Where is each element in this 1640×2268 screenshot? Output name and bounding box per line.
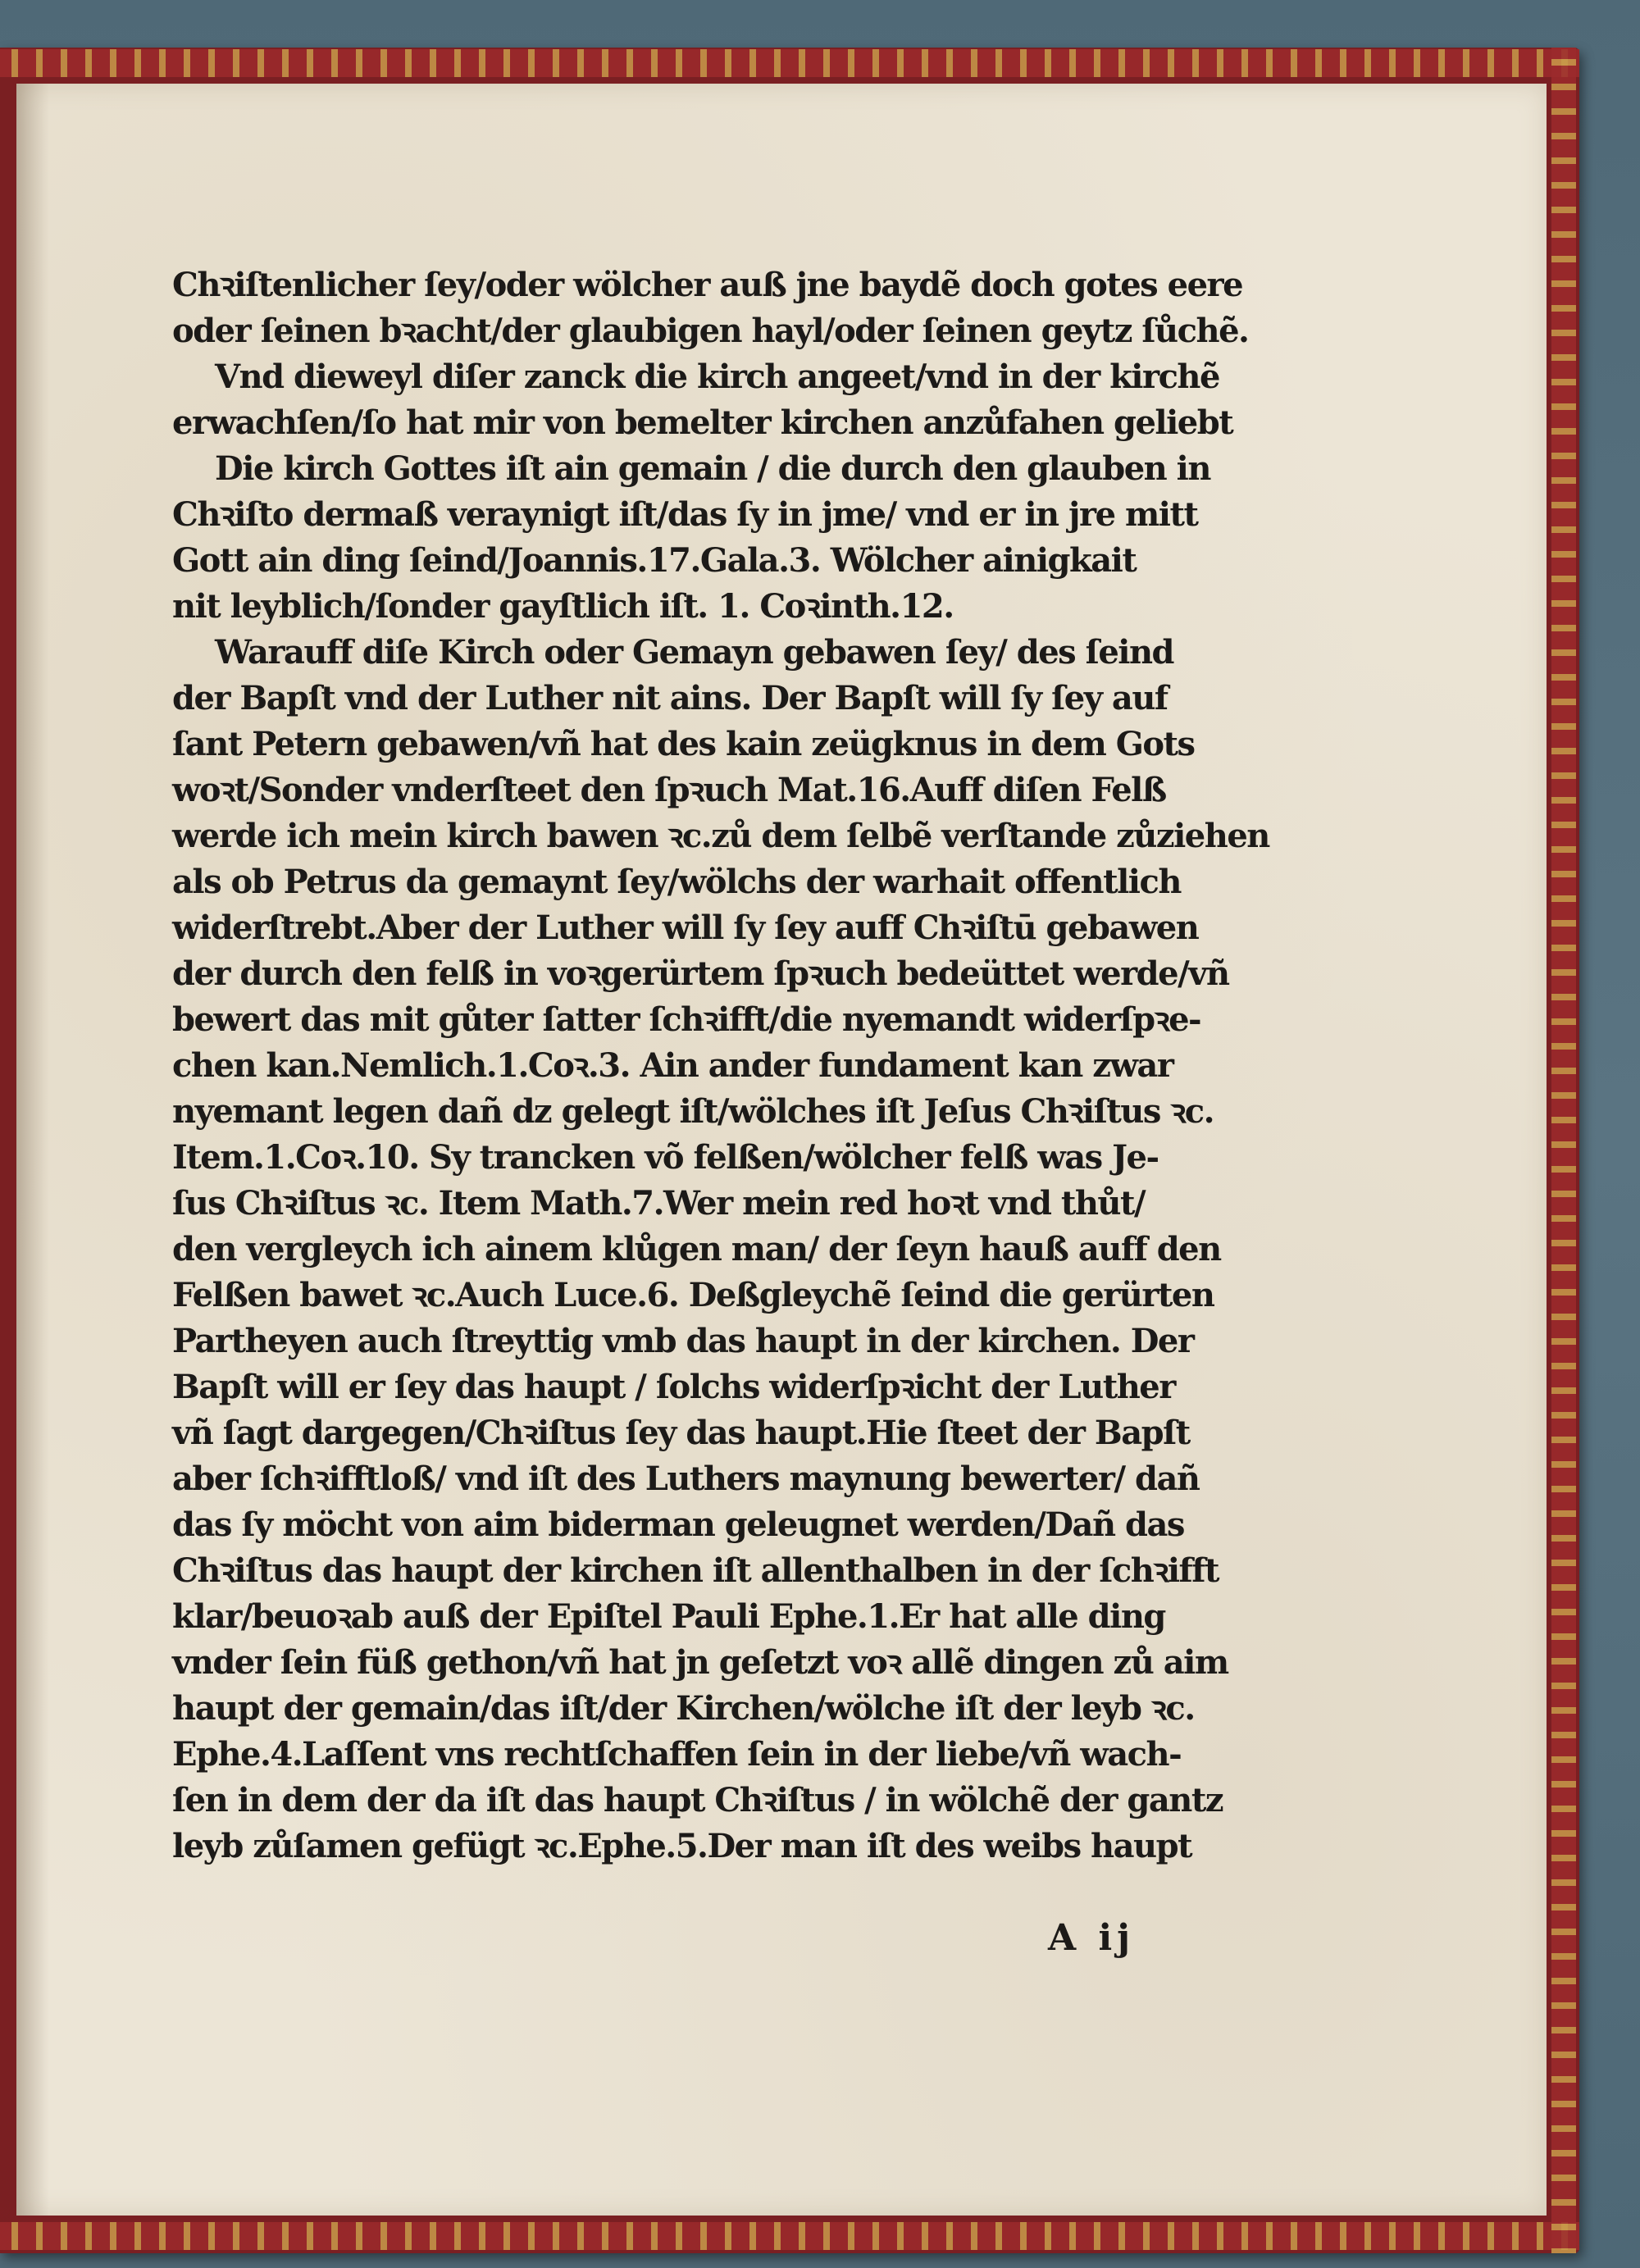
text-line: woꝛt/Sonder vnderſteet den ſpꝛuch Mat.16.Auff diſen Felß: [172, 771, 1166, 809]
book-binding: [0, 48, 1579, 2253]
text-line: Vnd dieweyl diſer zanck die kirch angeet/vnd in der kirchẽ: [215, 358, 1219, 396]
gilt-edge-right: [1551, 48, 1576, 2253]
text-line: als ob Petrus da gemaynt ſey/wölchs der warhait offentlich: [172, 863, 1181, 901]
text-line: Bapſt will er ſey das haupt / ſolchs widerſpꝛicht der Luther: [172, 1368, 1175, 1406]
text-line: Warauff diſe Kirch oder Gemayn gebawen ſey/ des ſeind: [215, 633, 1174, 672]
text-line: Gott ain ding ſeind/Joannis.17.Gala.3. Wölcher ainigkait: [172, 541, 1137, 580]
text-line: aber ſchꝛifftloß/ vnd iſt des Luthers maynung bewerter/ dañ: [172, 1460, 1200, 1498]
text-line: Felßen bawet ꝛc.Auch Luce.6. Deßgleychẽ ſeind die gerürten: [172, 1276, 1214, 1314]
text-line: Chꝛiſtenlicher ſey/oder wölcher auß jne baydẽ doch gotes eere: [172, 266, 1243, 304]
signature-mark: A ij: [1048, 1917, 1136, 1959]
text-line: der Bapſt vnd der Luther nit ains. Der Bapſt will ſy ſey auf: [172, 679, 1168, 717]
text-line: Chꝛiſto dermaß veraynigt iſt/das ſy in jme/ vnd er in jre mitt: [172, 495, 1198, 534]
text-line: Chꝛiſtus das haupt der kirchen iſt allenthalben in der ſchꝛifft: [172, 1551, 1219, 1590]
text-line: vñ ſagt dargegen/Chꝛiſtus ſey das haupt.Hie ſteet der Bapſt: [172, 1414, 1190, 1452]
text-line: das ſy möcht von aim biderman geleugnet werden/Dañ das: [172, 1505, 1184, 1544]
text-line: erwachſen/ſo hat mir von bemelter kirchen anzůfahen geliebt: [172, 403, 1233, 442]
text-line: chen kan.Nemlich.1.Coꝛ.3. Ain ander fundament kan zwar: [172, 1046, 1173, 1085]
text-line: Ephe.4.Laſſent vns rechtſchaffen ſein in der liebe/vñ wach-: [172, 1735, 1182, 1774]
text-line: der durch den felß in voꝛgerürtem ſpꝛuch bedeüttet werde/vñ: [172, 954, 1229, 993]
text-line: ſant Petern gebawen/vñ hat des kain zeügknus in dem Gots: [172, 725, 1195, 763]
gilt-edge-bottom: [0, 2222, 1579, 2250]
text-line: leyb zůſamen gefügt ꝛc.Ephe.5.Der man iſt des weibs haupt: [172, 1827, 1192, 1865]
text-line: oder ſeinen bꝛacht/der glaubigen hayl/oder ſeinen geytz ſůchẽ.: [172, 312, 1249, 350]
text-line: ſen in dem der da iſt das haupt Chꝛiſtus / in wölchẽ der gantz: [172, 1781, 1223, 1819]
text-line: nyemant legen dañ dz gelegt iſt/wölches iſt Jeſus Chꝛiſtus ꝛc.: [172, 1092, 1214, 1131]
text-line: bewert das mit gůter ſatter ſchꝛifft/die nyemandt widerſpꝛe-: [172, 1000, 1201, 1039]
text-line: werde ich mein kirch bawen ꝛc.zů dem ſelbẽ verſtande zůziehen: [172, 817, 1269, 855]
text-line: Die kirch Gottes iſt ain gemain / die durch den glauben in: [215, 449, 1210, 488]
text-line: den vergleych ich ainem klůgen man/ der ſeyn hauß auff den: [172, 1230, 1221, 1268]
text-line: Item.1.Coꝛ.10. Sy trancken võ felßen/wölcher felß was Je-: [172, 1138, 1159, 1177]
text-block: [172, 262, 1279, 1870]
text-line: ſus Chꝛiſtus ꝛc. Item Math.7.Wer mein red hoꝛt vnd thůt/: [172, 1184, 1146, 1223]
gilt-edge-top: [0, 49, 1579, 77]
text-line: nit leyblich/ſonder gayſtlich iſt. 1. Coꝛinth.12.: [172, 587, 954, 626]
page-gutter-shadow: [16, 84, 49, 2216]
book-page: [16, 84, 1547, 2216]
text-line: widerſtrebt.Aber der Luther will ſy ſey auff Chꝛiſtū gebawen: [172, 909, 1199, 947]
text-line: klar/beuoꝛab auß der Epiſtel Pauli Ephe.1.Er hat alle ding: [172, 1597, 1165, 1636]
text-line: haupt der gemain/das iſt/der Kirchen/wölche iſt der leyb ꝛc.: [172, 1689, 1195, 1728]
text-line: Partheyen auch ſtreyttig vmb das haupt in der kirchen. Der: [172, 1322, 1194, 1360]
text-line: vnder ſein füß gethon/vñ hat jn geſetzt voꝛ allẽ dingen zů aim: [172, 1643, 1228, 1682]
